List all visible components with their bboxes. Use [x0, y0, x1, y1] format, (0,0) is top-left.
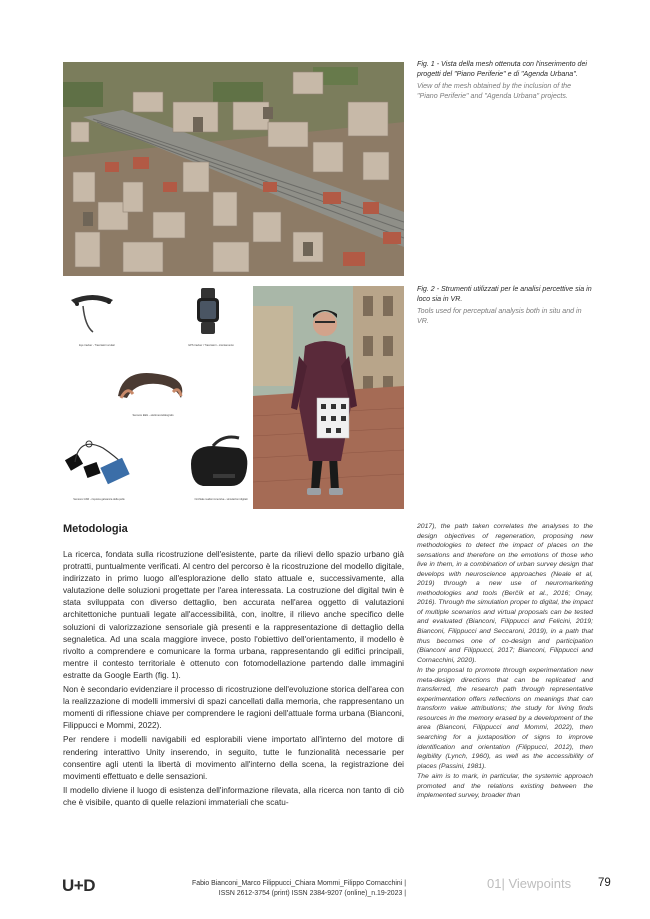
aerial-city-mesh-image	[63, 62, 404, 276]
sensor-tools-illustration	[63, 286, 251, 509]
body-paragraph: Non è secondario evidenziare il processo di ricostruzione dell'evoluzione storica dell'area con la realizzazione di modelli immersivi di spazi cancellati dalla memoria, che rappresentano un momenti di riflessione chiave per comprendere le ragioni dell'attuale forma urbana (Bianconi, Filippucci e Mommi, 2022).	[63, 685, 404, 731]
figure-2-participant-photo	[253, 286, 404, 509]
label-gps-watch: GPS tracker / Tracciatori - orientamento	[188, 344, 234, 347]
body-paragraph-english: The aim is to mark, in particular, the systemic approach promoted and the relations existing between the implemented survey, broader than	[417, 773, 593, 800]
body-english-column	[417, 522, 593, 802]
figure-2-sensor-tools-panel	[63, 286, 251, 509]
figure-1-caption-italian: Fig. 1 - Vista della mesh ottenuta con l'inserimento dei progetti del "Piano Periferie" e di "Agenda Urbana".	[417, 60, 587, 78]
footer-issn: ISSN 2612-3754 (print) ISSN 2384-9207 (online)_n.19-2023 |	[218, 890, 406, 897]
label-gsr: Sensore GSR - risposta galvanica della pelle	[73, 498, 125, 501]
label-vr-headset: Occhiale realtà immersiva - simulazioni digitali	[194, 498, 248, 501]
body-paragraph: Per rendere i modelli navigabili ed esplorabili viene importato all'interno del motore di rendering interattivo Unity inserendo, in seguito, tutte le funzionalità necessarie per consentire agli utenti la libertà di movimento all'interno della scena, la registrazione dei movimenti effettuato e delle sensazioni.	[63, 735, 404, 781]
body-paragraph: La ricerca, fondata sulla ricostruzione dell'esistente, parte da rilievi dello spazio urbano già protratti, puntualmente verificati. Al centro del percorso è la ricostruzione del modello digitale, indirizzato in primo luogo all'esplorazione dello stato attuale e, successivamente, alla valutazione delle soluzioni progettate per l'area interessata. La costruzione del digital twin è stata sviluppata con diverso dettaglio, ben accurata nell'area oggetto di valutazioni architettoniche puntuali legate all'accessibilità, con, inoltre, il rilievo anche specifico delle soluzioni di valorizzazione sensoriale già presenti e la rappresentazione di dettaglio della segnaletica. Ad una scala maggiore invece, posto l'obiettivo dell'orientamento, il modello è rivolto a comprendere e comunicare la forma urbana, rappresentando gli edifici principali, mentre il contesto territoriale è ottenuto con fotomodellazione partendo dalle immagini estratte da Google Earth (fig. 1).	[63, 550, 404, 680]
page-number: 79	[598, 877, 611, 889]
figure-2-caption-english: Tools used for perceptual analysis both in situ and in VR.	[417, 307, 582, 325]
figure-1-caption-english: View of the mesh obtained by the inclusion of the "Piano Periferie" and "Agenda Urbana" projects.	[417, 82, 572, 100]
label-eye-tracker: Eye tracker - Tracciatori oculari	[79, 344, 115, 347]
figure-2-caption	[417, 285, 593, 326]
figure-1-caption	[417, 60, 593, 101]
footer-authors: Fabio Bianconi_Marco Filippucci_Chiara Mommi_Filippo Cornacchini |	[192, 880, 406, 887]
footer-section-label: 01| Viewpoints	[487, 876, 572, 891]
body-paragraph-english: In the proposal to promote through experimentation new meta-design directions that can be replicated and transferred, the research path through representative experimentation offers reflections on meanings that can transform value attributions; the study for living finds resources in the memory erased by a development of the area (Bianconi, Filippucci and Mommi, 2022), then searching for a juxtaposition of signs to improve identification and orientation (Filippucci, 2012), then legibility (Lynch, 1960), as well as the accessibility of places (Passini, 1981).	[417, 667, 593, 770]
body-paragraph: Il modello diviene il luogo di esistenza dell'informazione rilevata, alla ricerca non tanto di ciò che è visibile, quanto di quelle relazioni immateriali che scatu-	[63, 785, 404, 807]
body-paragraph-english: 2017), the path taken correlates the analyses to the design objectives of regeneration, proposing new methodologies to detect the impact of places on the sensations and therefore on the emotions of those who live in them, in a combination of urban survey design that develops with neuroscience approaches (Neale et al, 2019) through a new use of neuromarketing methodologies and tools (Berčík et al., 2016; Onay, 2016). Through the simulation proper to digital, the impact of multiple scenarios and virtual proposals can be tested and evaluated (Bianconi, Filippucci and Felicini, 2019; Bianconi, Filippucci and Seccaroni, 2019), in a path that thus becomes one of co-design and participation (Bianconi and Filippucci, 2017; Bianconi, Filippucci and Cornacchini, 2020).	[417, 523, 593, 664]
journal-logo: U+D	[62, 876, 95, 895]
label-eeg: Sensore EEG - elettroencefalografo	[132, 414, 174, 417]
figure-1-aerial-mesh-view	[63, 62, 404, 276]
participant-photo-image	[253, 286, 404, 509]
section-heading: Metodologia	[63, 523, 128, 535]
body-italian-column	[63, 549, 404, 811]
figure-2-caption-italian: Fig. 2 - Strumenti utilizzati per le analisi percettive sia in loco sia in VR.	[417, 285, 592, 303]
page-footer	[0, 874, 650, 904]
